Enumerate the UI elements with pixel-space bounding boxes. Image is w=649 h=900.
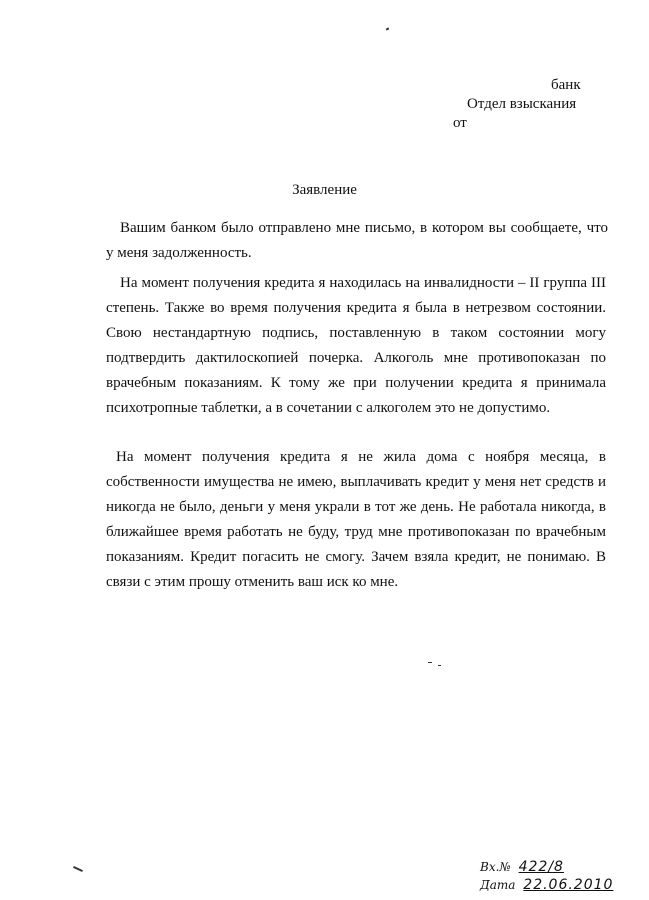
document-title: Заявление bbox=[292, 182, 357, 198]
registration-stamp bbox=[480, 858, 613, 894]
paragraph-2 bbox=[106, 271, 606, 421]
paragraph-3-text: На момент получения кредита я не жила дома с ноября месяца, в собственности имущества не имею, выплачивать кредит у меня нет средств и никогда не было, деньги у меня украли в тот же день. Не работала никогда, в ближайшее время работать не буду, труд мне противопоказан по врачебным показаниям. Кредит погасить не смогу. Зачем взяла кредит, не понимаю. В связи с этим прошу отменить ваш иск ко мне. bbox=[106, 449, 606, 590]
incoming-number-row bbox=[480, 858, 613, 876]
date-label: Дата bbox=[480, 878, 516, 892]
scan-speck bbox=[438, 665, 441, 666]
date-row bbox=[480, 876, 613, 894]
scan-speck bbox=[428, 662, 432, 663]
incoming-number-value: 422/8 bbox=[518, 859, 564, 875]
sender-from-label: от bbox=[453, 115, 467, 131]
recipient-department: Отдел взыскания bbox=[467, 96, 577, 112]
scan-mark bbox=[73, 866, 83, 872]
incoming-number-label: Вх.№ bbox=[480, 860, 511, 874]
scan-speck bbox=[386, 27, 390, 30]
paragraph-2-text: На момент получения кредита я находилась на инвалидности – II группа III степень. Также во время получения кредита я была в нетрезвом состоянии. Свою нестандартную подпись, поставленную в таком состоянии могу подтвердить дактилоскопией почерка. Алкоголь мне противопоказан по врачебным показаниям. К тому же при получении кредита я принимала психотропные таблетки, а в сочетании с алкоголем это не допустимо. bbox=[106, 275, 606, 416]
recipient-bank: банк bbox=[551, 77, 581, 93]
date-value: 22.06.2010 bbox=[523, 877, 614, 893]
paragraph-1-text: Вашим банком было отправлено мне письмо, в котором вы сообщаете, что у меня задолженность. bbox=[106, 220, 608, 261]
paragraph-1 bbox=[106, 216, 608, 266]
paragraph-3 bbox=[106, 445, 606, 595]
